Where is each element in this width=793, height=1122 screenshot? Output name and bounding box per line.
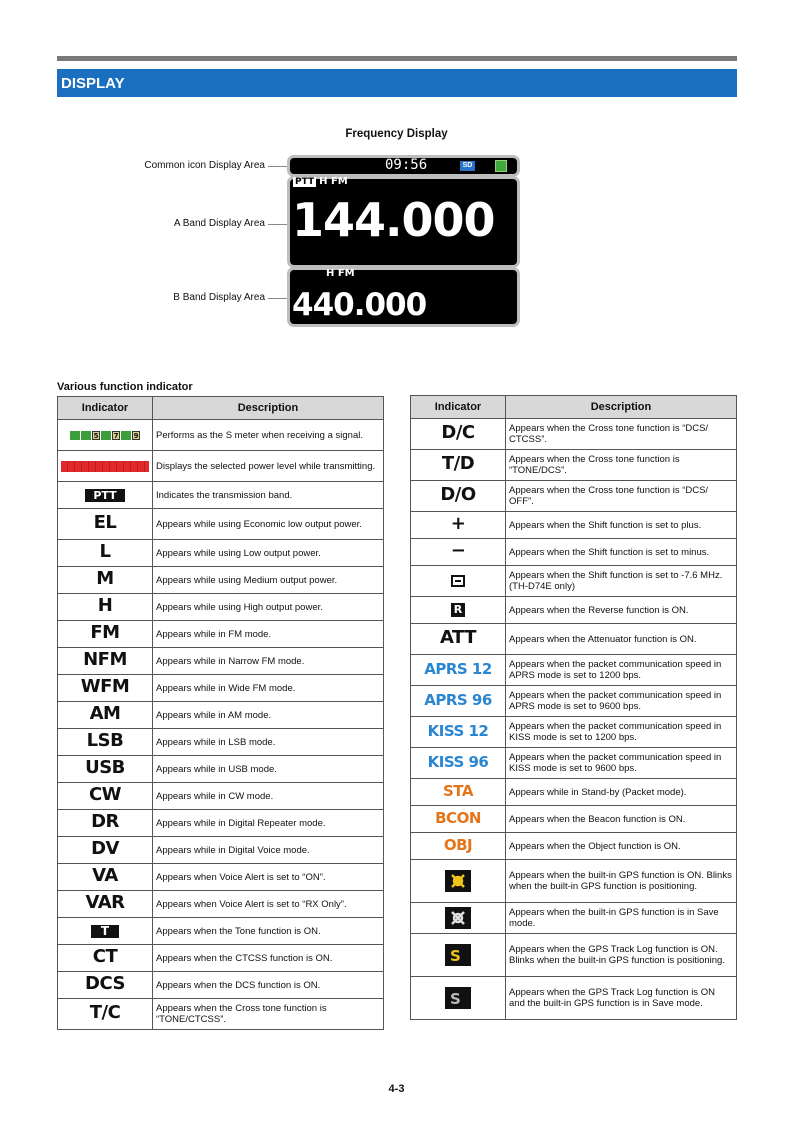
va-icon: VA xyxy=(92,865,118,886)
common-icon-display xyxy=(287,155,520,177)
indicator-cell xyxy=(58,509,153,540)
table-row xyxy=(411,833,737,860)
table-row xyxy=(58,509,384,540)
aprs-12-icon: APRS 12 xyxy=(424,659,492,678)
table-row xyxy=(58,594,384,621)
indicator-cell xyxy=(58,540,153,567)
t-d-icon: T/D xyxy=(441,453,475,474)
description-cell: Appears when the Shift function is set to plus. xyxy=(506,512,737,539)
section-header: DISPLAY xyxy=(57,69,737,97)
clock-readout: 09:56 xyxy=(385,157,428,173)
description-header: Description xyxy=(153,397,384,420)
table-row xyxy=(411,748,737,779)
indicator-table-right xyxy=(410,395,737,1020)
description-cell: Appears while in LSB mode. xyxy=(153,729,384,756)
table-row xyxy=(58,945,384,972)
leader-line xyxy=(268,166,288,167)
description-cell: Appears while in CW mode. xyxy=(153,783,384,810)
dr-icon: DR xyxy=(91,811,119,832)
sd-card-icon: SD xyxy=(460,161,475,171)
table-row xyxy=(58,729,384,756)
shift-plus-icon: + xyxy=(450,513,466,534)
shift-minus-7-6-icon xyxy=(451,575,465,587)
description-cell: Appears when Voice Alert is set to “RX Only”. xyxy=(153,891,384,918)
b-band-display xyxy=(287,267,520,327)
indicator-cell xyxy=(58,482,153,509)
description-cell: Appears while in Wide FM mode. xyxy=(153,675,384,702)
table-row xyxy=(411,860,737,903)
l-icon: L xyxy=(99,541,111,562)
description-cell: Appears when the packet communication speed in KISS mode is set to 9600 bps. xyxy=(506,748,737,779)
fm-icon: FM xyxy=(90,622,120,643)
table-row xyxy=(58,756,384,783)
m-icon: M xyxy=(96,568,114,589)
description-cell: Appears when the Cross tone function is “DCS/ OFF”. xyxy=(506,481,737,512)
indicator-cell xyxy=(411,624,506,655)
description-cell: Appears when the built-in GPS function is ON. Blinks when the built-in GPS function is positioning. xyxy=(506,860,737,903)
table-row xyxy=(411,512,737,539)
table-row xyxy=(411,806,737,833)
description-cell: Appears when the GPS Track Log function is ON. Blinks when the built-in GPS function is positioning. xyxy=(506,934,737,977)
description-cell: Appears when the packet communication speed in APRS mode is set to 9600 bps. xyxy=(506,686,737,717)
indicator-cell xyxy=(411,806,506,833)
description-cell: Appears while in Digital Voice mode. xyxy=(153,837,384,864)
shift-minus-icon: − xyxy=(450,540,466,561)
table-row xyxy=(58,482,384,509)
indicator-cell xyxy=(411,977,506,1020)
wfm-icon: WFM xyxy=(80,676,130,697)
att-icon: ATT xyxy=(439,627,476,648)
description-cell: Appears when the Object function is ON. xyxy=(506,833,737,860)
table-row xyxy=(411,717,737,748)
t-c-icon: T/C xyxy=(89,1002,121,1023)
description-cell: Appears when the GPS Track Log function is ON and the built-in GPS function is in Save mode. xyxy=(506,977,737,1020)
table-row xyxy=(411,903,737,934)
table-row xyxy=(58,864,384,891)
description-cell: Appears while in Stand-by (Packet mode). xyxy=(506,779,737,806)
indicator-cell xyxy=(411,748,506,779)
table-row xyxy=(58,783,384,810)
description-cell: Performs as the S meter when receiving a signal. xyxy=(153,420,384,451)
table-row xyxy=(411,655,737,686)
description-cell: Appears when the Reverse function is ON. xyxy=(506,597,737,624)
table-row xyxy=(411,539,737,566)
s-meter-icon: 5 7 9 xyxy=(70,431,140,440)
description-cell: Appears while using Low output power. xyxy=(153,540,384,567)
frequency-display-title: Frequency Display xyxy=(345,128,448,140)
table-row xyxy=(58,837,384,864)
dcs-icon: DCS xyxy=(85,973,125,994)
indicator-cell xyxy=(58,891,153,918)
indicator-cell xyxy=(58,864,153,891)
dv-icon: DV xyxy=(91,838,119,859)
gps-save-icon xyxy=(445,907,471,929)
indicator-cell xyxy=(58,675,153,702)
indicator-cell xyxy=(411,450,506,481)
table-row xyxy=(411,566,737,597)
common-icon-area-label: Common icon Display Area xyxy=(144,160,265,171)
indicator-cell xyxy=(58,972,153,999)
description-cell: Appears while in FM mode. xyxy=(153,621,384,648)
var-icon: VAR xyxy=(85,892,125,913)
description-cell: Appears while in Narrow FM mode. xyxy=(153,648,384,675)
description-cell: Appears while using High output power. xyxy=(153,594,384,621)
cw-icon: CW xyxy=(88,784,122,805)
indicator-cell xyxy=(411,779,506,806)
description-cell: Displays the selected power level while transmitting. xyxy=(153,451,384,482)
indicator-cell xyxy=(58,756,153,783)
indicator-cell xyxy=(58,999,153,1030)
description-cell: Appears when the built-in GPS function is in Save mode. xyxy=(506,903,737,934)
gps-on-icon xyxy=(445,870,471,892)
obj-icon: OBJ xyxy=(443,835,473,854)
description-cell: Appears when the packet communication speed in KISS mode is set to 1200 bps. xyxy=(506,717,737,748)
battery-icon xyxy=(495,160,507,172)
indicator-cell xyxy=(58,810,153,837)
indicator-table-left xyxy=(57,396,384,1030)
table-row xyxy=(411,779,737,806)
ptt-icon: PTT xyxy=(85,489,124,502)
h-icon: H xyxy=(97,595,113,616)
indicator-cell xyxy=(411,566,506,597)
a-band-display xyxy=(287,176,520,268)
description-header: Description xyxy=(506,396,737,419)
tracklog-icon xyxy=(445,944,471,966)
b-band-mode: H FM xyxy=(326,268,355,279)
ptt-icon: PTT xyxy=(295,177,315,187)
table-row xyxy=(411,450,737,481)
indicator-cell xyxy=(411,686,506,717)
description-cell: Appears when Voice Alert is set to “ON”. xyxy=(153,864,384,891)
am-icon: AM xyxy=(89,703,121,724)
lsb-icon: LSB xyxy=(86,730,124,751)
table-row xyxy=(58,567,384,594)
table-row xyxy=(411,934,737,977)
table-row xyxy=(58,972,384,999)
description-cell: Appears when the Beacon function is ON. xyxy=(506,806,737,833)
b-band-frequency: 440.000 xyxy=(292,287,427,323)
table-row xyxy=(58,621,384,648)
table-row xyxy=(411,597,737,624)
description-cell: Appears when the Cross tone function is “TONE/CTCSS”. xyxy=(153,999,384,1030)
indicator-cell xyxy=(58,621,153,648)
description-cell: Appears when the Cross tone function is “TONE/DCS”. xyxy=(506,450,737,481)
kiss-12-icon: KISS 12 xyxy=(427,721,489,740)
indicator-header: Indicator xyxy=(411,396,506,419)
top-rule xyxy=(57,56,737,61)
indicator-cell xyxy=(58,567,153,594)
kiss-96-icon: KISS 96 xyxy=(427,752,489,771)
table-row xyxy=(58,999,384,1030)
table-row xyxy=(58,891,384,918)
leader-line xyxy=(268,298,288,299)
table-row xyxy=(411,481,737,512)
indicator-cell xyxy=(411,539,506,566)
table-row xyxy=(58,451,384,482)
b-band-area-label: B Band Display Area xyxy=(173,292,265,303)
indicator-cell xyxy=(411,419,506,450)
table-row xyxy=(411,686,737,717)
table-row xyxy=(411,624,737,655)
description-cell: Appears when the Cross tone function is “DCS/ CTCSS”. xyxy=(506,419,737,450)
indicator-cell xyxy=(58,648,153,675)
d-o-icon: D/O xyxy=(440,484,476,505)
table-row xyxy=(58,675,384,702)
indicator-cell xyxy=(411,512,506,539)
sta-icon: STA xyxy=(443,781,473,800)
table-row xyxy=(411,419,737,450)
table-row xyxy=(58,540,384,567)
nfm-icon: NFM xyxy=(83,649,127,670)
a-band-area-label: A Band Display Area xyxy=(173,218,265,229)
indicator-cell xyxy=(411,833,506,860)
reverse-icon: R xyxy=(451,603,465,617)
description-cell: Appears while in Digital Repeater mode. xyxy=(153,810,384,837)
indicator-cell xyxy=(411,481,506,512)
indicator-cell xyxy=(411,655,506,686)
description-cell: Appears when the Shift function is set to -7.6 MHz. (TH-D74E only) xyxy=(506,566,737,597)
description-cell: Appears when the CTCSS function is ON. xyxy=(153,945,384,972)
aprs-96-icon: APRS 96 xyxy=(424,690,492,709)
indicator-cell xyxy=(58,918,153,945)
ct-icon: CT xyxy=(92,946,118,967)
indicator-cell xyxy=(411,860,506,903)
tone-icon: T xyxy=(91,925,119,938)
indicator-header: Indicator xyxy=(58,397,153,420)
a-band-indicators xyxy=(293,176,348,187)
indicator-cell xyxy=(411,597,506,624)
indicator-cell xyxy=(58,594,153,621)
el-icon: EL xyxy=(93,512,117,533)
indicator-cell xyxy=(58,945,153,972)
description-cell: Appears while in AM mode. xyxy=(153,702,384,729)
leader-line xyxy=(268,224,288,225)
indicator-cell xyxy=(58,451,153,482)
indicator-cell xyxy=(58,783,153,810)
bcon-icon: BCON xyxy=(435,808,481,827)
description-cell: Appears while in USB mode. xyxy=(153,756,384,783)
description-cell: Appears when the packet communication speed in APRS mode is set to 1200 bps. xyxy=(506,655,737,686)
description-cell: Appears when the DCS function is ON. xyxy=(153,972,384,999)
page-number: 4-3 xyxy=(388,1083,405,1095)
power-level-icon xyxy=(61,461,149,472)
table-row xyxy=(58,810,384,837)
tracklog-save-icon xyxy=(445,987,471,1009)
indicator-cell xyxy=(58,837,153,864)
indicator-table-title: Various function indicator xyxy=(57,381,193,393)
table-row xyxy=(58,918,384,945)
table-row xyxy=(58,648,384,675)
svg-text:S: S xyxy=(450,990,461,1008)
description-cell: Appears when the Tone function is ON. xyxy=(153,918,384,945)
usb-icon: USB xyxy=(85,757,125,778)
indicator-cell xyxy=(411,934,506,977)
description-cell: Appears when the Attenuator function is ON. xyxy=(506,624,737,655)
indicator-cell xyxy=(58,729,153,756)
table-row xyxy=(411,977,737,1020)
description-cell: Appears while using Medium output power. xyxy=(153,567,384,594)
description-cell: Appears when the Shift function is set to minus. xyxy=(506,539,737,566)
indicator-cell xyxy=(58,420,153,451)
indicator-cell xyxy=(411,717,506,748)
indicator-cell xyxy=(58,702,153,729)
description-cell: Appears while using Economic low output power. xyxy=(153,509,384,540)
table-row xyxy=(58,420,384,451)
table-row xyxy=(58,702,384,729)
indicator-cell xyxy=(411,903,506,934)
svg-text:S: S xyxy=(450,947,461,965)
a-band-frequency: 144.000 xyxy=(292,193,495,247)
a-band-mode: H FM xyxy=(319,176,348,187)
d-c-icon: D/C xyxy=(441,422,475,443)
description-cell: Indicates the transmission band. xyxy=(153,482,384,509)
